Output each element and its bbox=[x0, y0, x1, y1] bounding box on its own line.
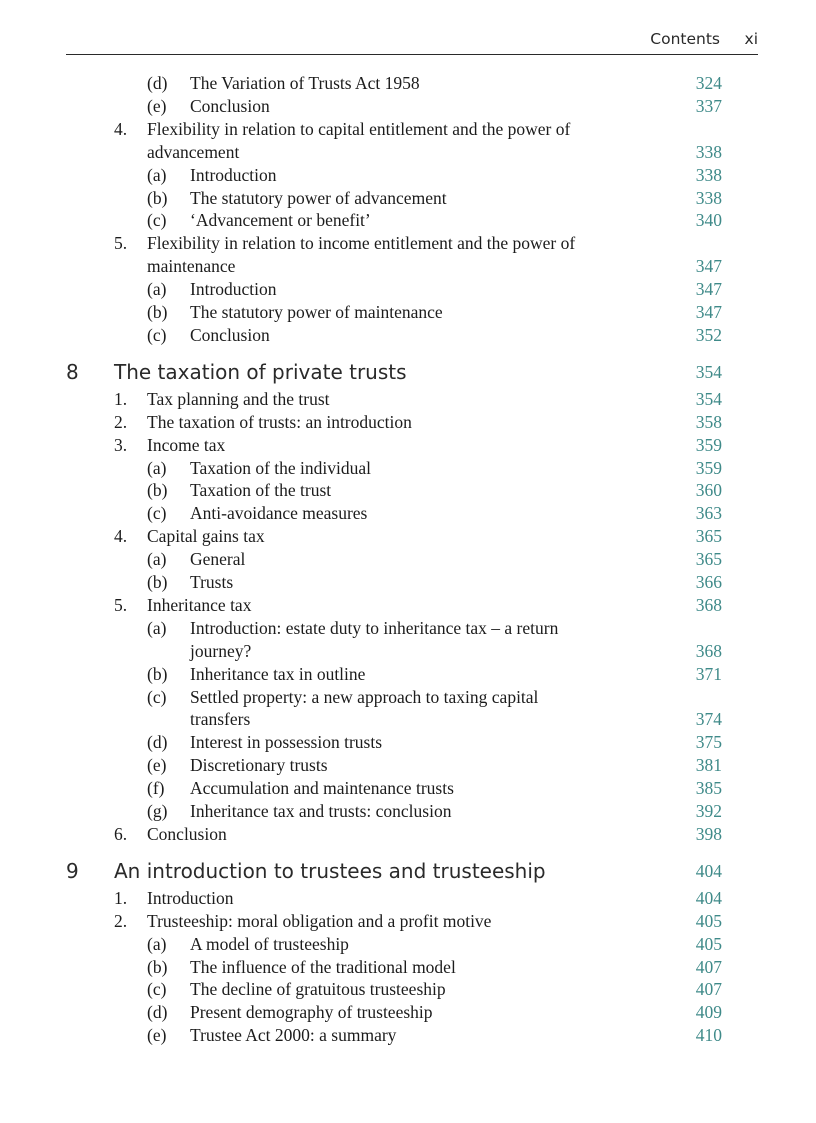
page-number[interactable]: 398 bbox=[695, 823, 722, 844]
toc-entry bbox=[0, 708, 816, 731]
page-number[interactable]: 374 bbox=[695, 709, 722, 730]
toc-entry bbox=[0, 479, 816, 502]
entry-title: Introduction: estate duty to inheritance tax – a return bbox=[190, 617, 559, 638]
page-number[interactable]: 381 bbox=[695, 755, 722, 776]
toc-entry bbox=[0, 548, 816, 571]
entry-title: advancement bbox=[147, 141, 240, 162]
entry-number: (c) bbox=[147, 324, 167, 345]
page-number[interactable]: 365 bbox=[695, 549, 722, 570]
entry-title: Conclusion bbox=[147, 823, 227, 844]
toc-entry bbox=[0, 823, 816, 846]
page-number[interactable]: 365 bbox=[695, 526, 722, 547]
entry-title: Present demography of trusteeship bbox=[190, 1002, 433, 1023]
toc-entry bbox=[0, 255, 816, 278]
page-number[interactable]: 407 bbox=[695, 956, 722, 977]
entry-number: 1. bbox=[114, 388, 128, 409]
entry-number: (c) bbox=[147, 686, 167, 707]
entry-title: Trusts bbox=[190, 572, 234, 592]
toc-entry bbox=[0, 777, 816, 800]
toc-entry bbox=[0, 800, 816, 823]
toc-entry bbox=[0, 388, 816, 411]
entry-number: (e) bbox=[147, 95, 167, 116]
entry-number: 4. bbox=[114, 118, 128, 139]
entry-title: Taxation of the trust bbox=[190, 480, 332, 501]
entry-number: 5. bbox=[114, 233, 128, 254]
page-number[interactable]: 324 bbox=[695, 73, 722, 93]
entry-number: (a) bbox=[147, 164, 167, 185]
toc-entry bbox=[0, 731, 816, 754]
chapter-heading bbox=[0, 857, 816, 885]
page-number[interactable]: 338 bbox=[695, 141, 722, 162]
entry-title: Anti-avoidance measures bbox=[190, 503, 368, 524]
entry-title: Introduction bbox=[190, 279, 277, 300]
entry-title: Inheritance tax in outline bbox=[190, 663, 366, 684]
entry-title: Inheritance tax and trusts: conclusion bbox=[190, 801, 452, 821]
entry-title: The influence of the traditional model bbox=[190, 956, 456, 977]
toc-entry bbox=[0, 232, 816, 255]
toc-entry bbox=[0, 1001, 816, 1024]
toc-entry bbox=[0, 209, 816, 232]
entry-number: (b) bbox=[147, 956, 168, 977]
entry-title: Accumulation and maintenance trusts bbox=[190, 778, 454, 799]
entry-title: Introduction bbox=[190, 164, 277, 185]
chapter-title: The taxation of private trusts bbox=[114, 359, 407, 384]
page-number[interactable]: 366 bbox=[695, 572, 722, 592]
chapter-number: 8 bbox=[66, 359, 79, 384]
toc-entry bbox=[0, 301, 816, 324]
entry-number: 3. bbox=[114, 434, 128, 455]
toc-entry bbox=[0, 502, 816, 525]
entry-title: Income tax bbox=[147, 434, 226, 455]
page-number[interactable]: 360 bbox=[695, 480, 722, 501]
toc-entry bbox=[0, 571, 816, 594]
page-number[interactable]: 359 bbox=[695, 434, 722, 455]
entry-number: (d) bbox=[147, 1002, 168, 1023]
entry-number: (d) bbox=[147, 73, 168, 93]
entry-title: The statutory power of maintenance bbox=[190, 302, 443, 322]
toc-entry bbox=[0, 754, 816, 777]
entry-number: (d) bbox=[147, 732, 168, 753]
page-number[interactable]: 368 bbox=[695, 640, 722, 661]
page-number[interactable]: 347 bbox=[695, 279, 722, 300]
page-number[interactable]: 352 bbox=[695, 324, 722, 345]
page-number[interactable]: 409 bbox=[695, 1002, 722, 1023]
entry-number: (b) bbox=[147, 663, 168, 684]
page-number[interactable]: 354 bbox=[695, 361, 722, 382]
page-number[interactable]: 354 bbox=[695, 388, 722, 409]
toc-entry bbox=[0, 72, 816, 95]
toc-entry bbox=[0, 525, 816, 548]
page-number[interactable]: 404 bbox=[695, 887, 722, 908]
entry-title: Flexibility in relation to income entitlement and the power of bbox=[147, 233, 576, 254]
entry-number: (c) bbox=[147, 979, 167, 1000]
toc-entry bbox=[0, 978, 816, 1001]
toc-entry bbox=[0, 95, 816, 118]
toc-entry bbox=[0, 457, 816, 480]
running-head-title: Contents bbox=[650, 30, 720, 48]
toc-entry bbox=[0, 887, 816, 910]
page-number[interactable]: 368 bbox=[695, 594, 722, 615]
page-number[interactable]: 404 bbox=[695, 860, 722, 881]
toc-entry bbox=[0, 640, 816, 663]
toc-entry bbox=[0, 686, 816, 709]
page-number[interactable]: 337 bbox=[695, 95, 722, 116]
toc-entry bbox=[0, 411, 816, 434]
entry-title: Discretionary trusts bbox=[190, 755, 328, 776]
toc-entry bbox=[0, 278, 816, 301]
entry-number: 2. bbox=[114, 910, 128, 931]
entry-number: (e) bbox=[147, 755, 167, 776]
entry-title: Taxation of the individual bbox=[190, 457, 372, 478]
entry-title: A model of trusteeship bbox=[190, 933, 349, 954]
entry-title: transfers bbox=[190, 709, 251, 730]
page-number[interactable]: 338 bbox=[695, 187, 722, 208]
entry-number: (a) bbox=[147, 933, 167, 954]
entry-number: (b) bbox=[147, 572, 168, 592]
page-number[interactable]: 359 bbox=[695, 457, 722, 478]
page-number[interactable]: 363 bbox=[695, 503, 722, 524]
entry-number: (a) bbox=[147, 457, 167, 478]
toc-entry bbox=[0, 164, 816, 187]
running-head-page-number: xi bbox=[744, 30, 758, 48]
page-number[interactable]: 371 bbox=[695, 663, 722, 684]
entry-number: 1. bbox=[114, 887, 128, 908]
entry-title: The taxation of trusts: an introduction bbox=[147, 411, 412, 432]
entry-number: (f) bbox=[147, 778, 165, 799]
entry-number: 5. bbox=[114, 594, 128, 615]
entry-number: (a) bbox=[147, 617, 167, 638]
toc-entry bbox=[0, 118, 816, 141]
chapter-number: 9 bbox=[66, 858, 79, 883]
entry-title: journey? bbox=[190, 640, 252, 661]
entry-title: Settled property: a new approach to taxing capital bbox=[190, 686, 539, 707]
toc-entry bbox=[0, 663, 816, 686]
page-number[interactable]: 347 bbox=[695, 256, 722, 277]
toc-entry bbox=[0, 910, 816, 933]
entry-title: Interest in possession trusts bbox=[190, 732, 383, 753]
page-number[interactable]: 358 bbox=[695, 411, 722, 432]
entry-number: (e) bbox=[147, 1025, 167, 1046]
page-number[interactable]: 385 bbox=[695, 778, 722, 799]
entry-title: Inheritance tax bbox=[147, 594, 252, 615]
toc-entry bbox=[0, 1024, 816, 1047]
page-number[interactable]: 340 bbox=[695, 210, 722, 231]
entry-title: Conclusion bbox=[190, 324, 270, 345]
entry-title: Introduction bbox=[147, 887, 234, 908]
entry-number: 6. bbox=[114, 823, 128, 844]
chapter-title: An introduction to trustees and trusteeship bbox=[114, 858, 546, 883]
entry-number: (b) bbox=[147, 302, 168, 322]
page-number[interactable]: 347 bbox=[695, 302, 722, 322]
entry-title: Trusteeship: moral obligation and a profit motive bbox=[147, 910, 492, 931]
entry-title: Flexibility in relation to capital entitlement and the power of bbox=[147, 118, 571, 139]
toc-entry bbox=[0, 187, 816, 210]
page-number[interactable]: 375 bbox=[695, 732, 722, 753]
entry-title: Trustee Act 2000: a summary bbox=[190, 1025, 397, 1046]
page-number[interactable]: 338 bbox=[695, 164, 722, 185]
entry-number: (c) bbox=[147, 503, 167, 524]
toc-entry bbox=[0, 434, 816, 457]
page-number[interactable]: 405 bbox=[695, 910, 722, 931]
entry-number: (b) bbox=[147, 480, 168, 501]
page-number[interactable]: 410 bbox=[695, 1025, 722, 1046]
entry-title: Capital gains tax bbox=[147, 526, 265, 547]
entry-title: Tax planning and the trust bbox=[147, 388, 330, 409]
entry-title: maintenance bbox=[147, 256, 236, 277]
entry-title: General bbox=[190, 549, 246, 570]
page-number[interactable]: 407 bbox=[695, 979, 722, 1000]
page-number[interactable]: 392 bbox=[695, 801, 722, 821]
entry-number: (c) bbox=[147, 210, 167, 231]
entry-title: Conclusion bbox=[190, 95, 270, 116]
toc-entry bbox=[0, 933, 816, 956]
toc-entry bbox=[0, 141, 816, 164]
entry-number: (a) bbox=[147, 279, 167, 300]
entry-title: The Variation of Trusts Act 1958 bbox=[190, 73, 420, 93]
entry-number: (b) bbox=[147, 187, 168, 208]
entry-title: The statutory power of advancement bbox=[190, 187, 447, 208]
toc-entry bbox=[0, 324, 816, 347]
toc-entry bbox=[0, 617, 816, 640]
toc-entry bbox=[0, 594, 816, 617]
toc-entry bbox=[0, 956, 816, 979]
chapter-heading bbox=[0, 358, 816, 386]
entry-title: ‘Advancement or benefit’ bbox=[190, 210, 371, 231]
entry-number: (a) bbox=[147, 549, 167, 570]
page-number[interactable]: 405 bbox=[695, 933, 722, 954]
entry-number: (g) bbox=[147, 801, 168, 821]
entry-number: 2. bbox=[114, 411, 128, 432]
entry-number: 4. bbox=[114, 526, 128, 547]
entry-title: The decline of gratuitous trusteeship bbox=[190, 979, 446, 1000]
